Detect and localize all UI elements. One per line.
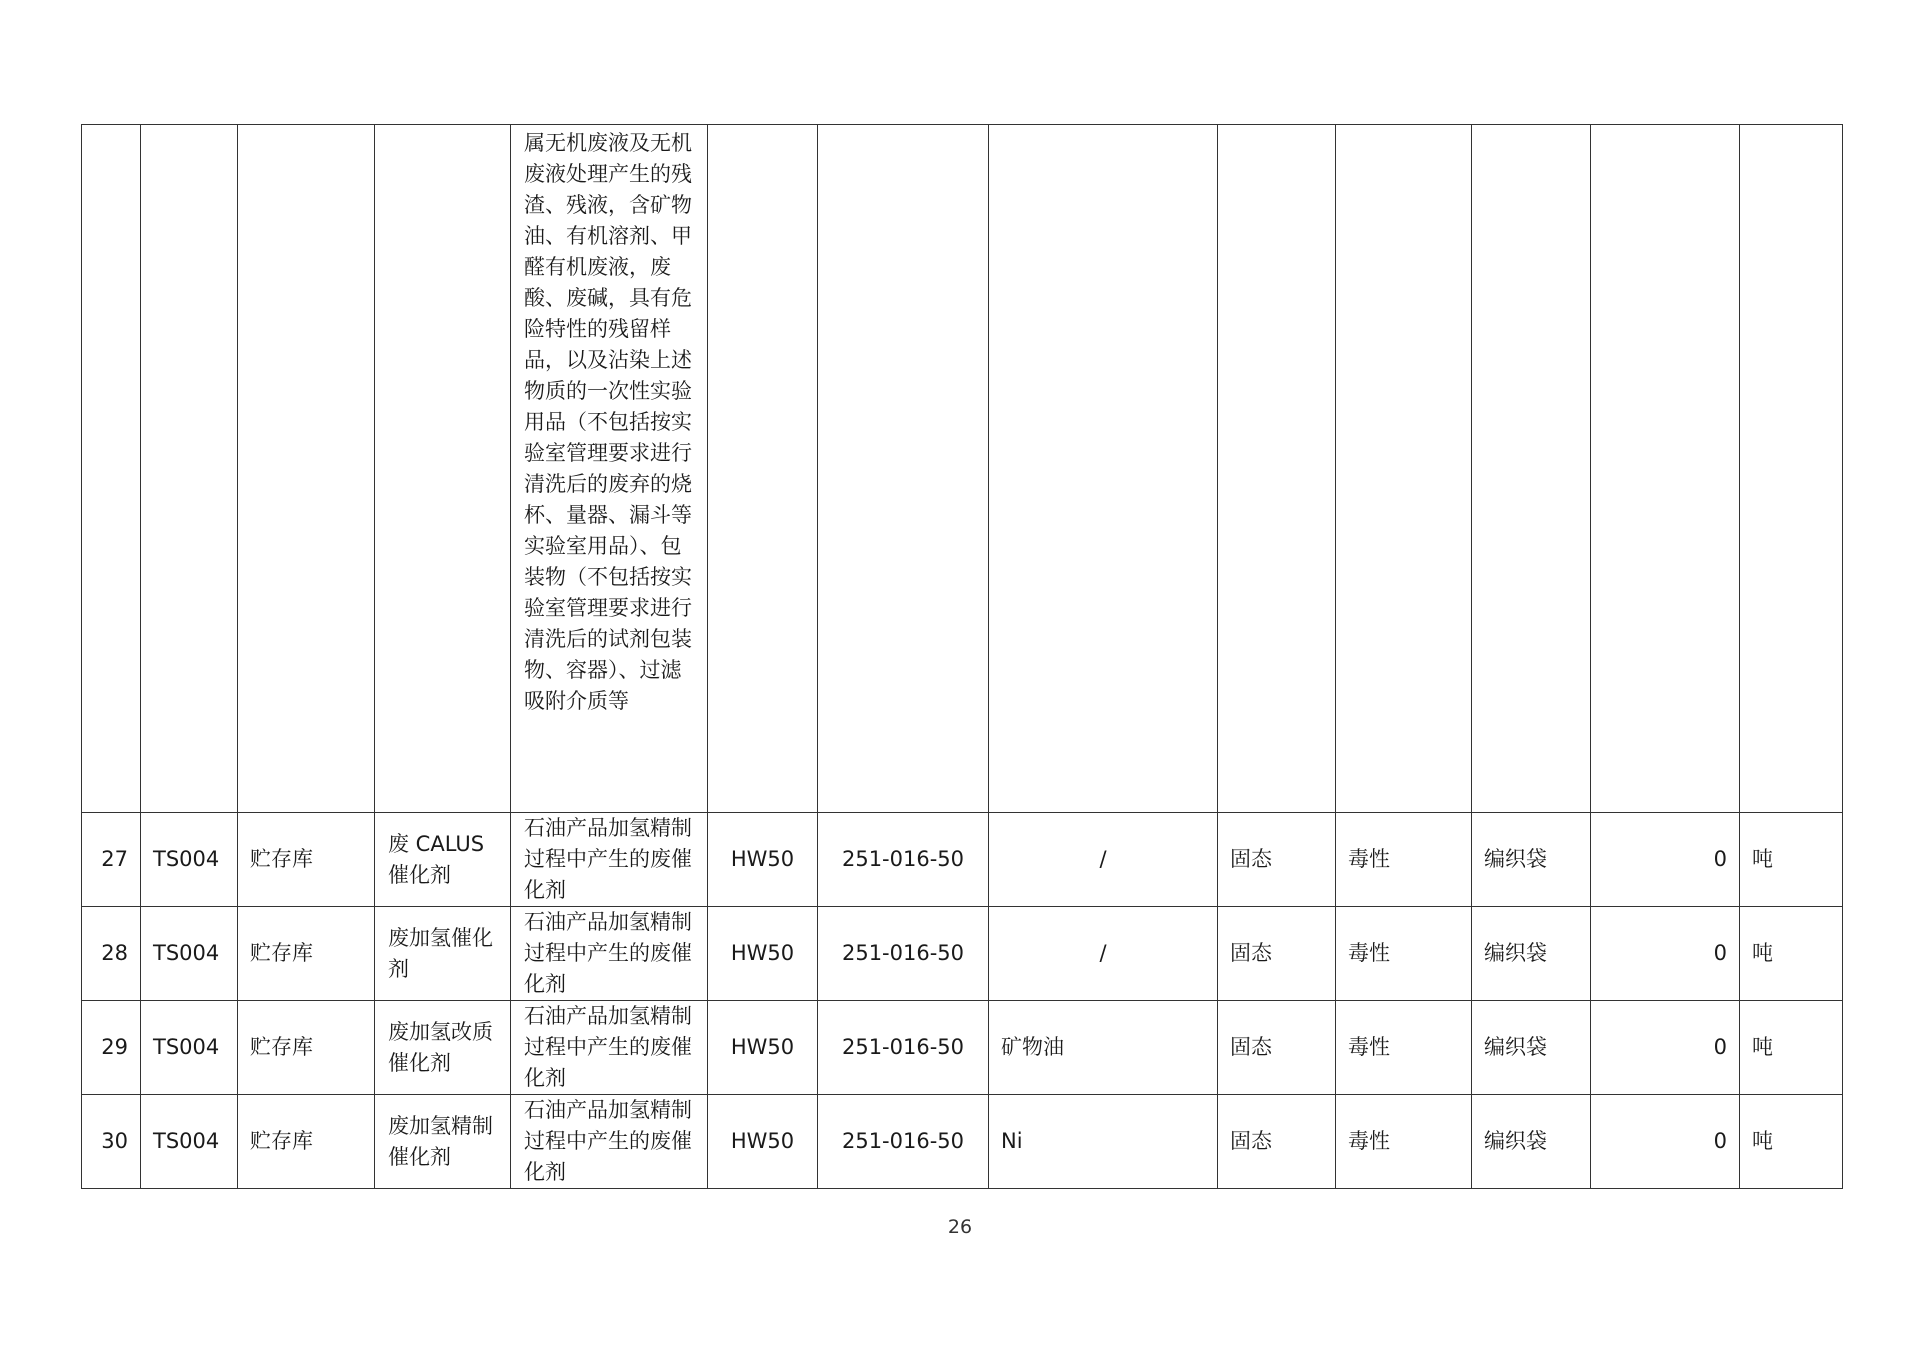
cell-form: 固态 (1218, 1001, 1336, 1095)
table-row (82, 1095, 1843, 1189)
page-number: 26 (947, 1216, 973, 1238)
cell-waste-code: 251-016-50 (818, 1001, 989, 1095)
cell-packaging (1472, 125, 1591, 813)
cell-hazardous-component: / (989, 813, 1218, 907)
cell-index: 29 (82, 1001, 141, 1095)
cell-facility-code: TS004 (141, 813, 238, 907)
cell-category: HW50 (708, 1001, 818, 1095)
cell-waste-name (375, 125, 511, 813)
cell-index: 28 (82, 907, 141, 1001)
cell-facility-type: 贮存库 (238, 1001, 375, 1095)
cell-unit: 吨 (1740, 1095, 1843, 1189)
cell-waste-name: 废加氢催化剂 (375, 907, 511, 1001)
cell-packaging: 编织袋 (1472, 1001, 1591, 1095)
cell-index: 30 (82, 1095, 141, 1189)
cell-waste-code: 251-016-50 (818, 907, 989, 1001)
cell-category: HW50 (708, 907, 818, 1001)
cell-index: 27 (82, 813, 141, 907)
cell-facility-code (141, 125, 238, 813)
table-row-continued (82, 125, 1843, 813)
cell-unit (1740, 125, 1843, 813)
table-row (82, 1001, 1843, 1095)
cell-facility-type: 贮存库 (238, 1095, 375, 1189)
cell-category: HW50 (708, 1095, 818, 1189)
table-row (82, 907, 1843, 1001)
hazardous-waste-table (81, 124, 1843, 1189)
cell-index (82, 125, 141, 813)
cell-facility-code: TS004 (141, 1001, 238, 1095)
cell-hazardous-component: 矿物油 (989, 1001, 1218, 1095)
cell-waste-code: 251-016-50 (818, 1095, 989, 1189)
cell-amount: 0 (1591, 907, 1740, 1001)
cell-amount (1591, 125, 1740, 813)
cell-hazardous-component: Ni (989, 1095, 1218, 1189)
cell-hazard-property (1336, 125, 1472, 813)
cell-facility-type: 贮存库 (238, 907, 375, 1001)
cell-amount: 0 (1591, 1095, 1740, 1189)
cell-packaging: 编织袋 (1472, 813, 1591, 907)
cell-unit: 吨 (1740, 813, 1843, 907)
cell-packaging: 编织袋 (1472, 907, 1591, 1001)
cell-category (708, 125, 818, 813)
cell-facility-code: TS004 (141, 1095, 238, 1189)
cell-waste-name: 废加氢改质催化剂 (375, 1001, 511, 1095)
cell-hazard-property: 毒性 (1336, 907, 1472, 1001)
cell-hazardous-component (989, 125, 1218, 813)
cell-waste-source: 石油产品加氢精制过程中产生的废催化剂 (511, 1095, 708, 1189)
cell-amount: 0 (1591, 1001, 1740, 1095)
cell-hazard-property: 毒性 (1336, 1095, 1472, 1189)
cell-facility-type (238, 125, 375, 813)
cell-facility-type: 贮存库 (238, 813, 375, 907)
cell-waste-source-description: 属无机废液及无机废液处理产生的残渣、残液，含矿物油、有机溶剂、甲醛有机废液，废酸、废碱，具有危险特性的残留样品，以及沾染上述物质的一次性实验用品（不包括按实验室管理要求进行清洗后的废弃的烧杯、量器、漏斗等实验室用品）、包装物（不包括按实验室管理要求进行清洗后的试剂包装物、容器）、过滤吸附介质等 (511, 125, 708, 813)
cell-unit: 吨 (1740, 1001, 1843, 1095)
cell-amount: 0 (1591, 813, 1740, 907)
cell-unit: 吨 (1740, 907, 1843, 1001)
cell-form: 固态 (1218, 907, 1336, 1001)
cell-waste-name: 废加氢精制催化剂 (375, 1095, 511, 1189)
cell-waste-name: 废 CALUS 催化剂 (375, 813, 511, 907)
cell-form: 固态 (1218, 813, 1336, 907)
cell-waste-source: 石油产品加氢精制过程中产生的废催化剂 (511, 907, 708, 1001)
cell-waste-code: 251-016-50 (818, 813, 989, 907)
cell-packaging: 编织袋 (1472, 1095, 1591, 1189)
cell-category: HW50 (708, 813, 818, 907)
cell-form: 固态 (1218, 1095, 1336, 1189)
cell-hazardous-component: / (989, 907, 1218, 1001)
cell-waste-source: 石油产品加氢精制过程中产生的废催化剂 (511, 813, 708, 907)
cell-hazard-property: 毒性 (1336, 813, 1472, 907)
table-row (82, 813, 1843, 907)
cell-waste-source: 石油产品加氢精制过程中产生的废催化剂 (511, 1001, 708, 1095)
cell-hazard-property: 毒性 (1336, 1001, 1472, 1095)
cell-waste-code (818, 125, 989, 813)
cell-form (1218, 125, 1336, 813)
cell-facility-code: TS004 (141, 907, 238, 1001)
